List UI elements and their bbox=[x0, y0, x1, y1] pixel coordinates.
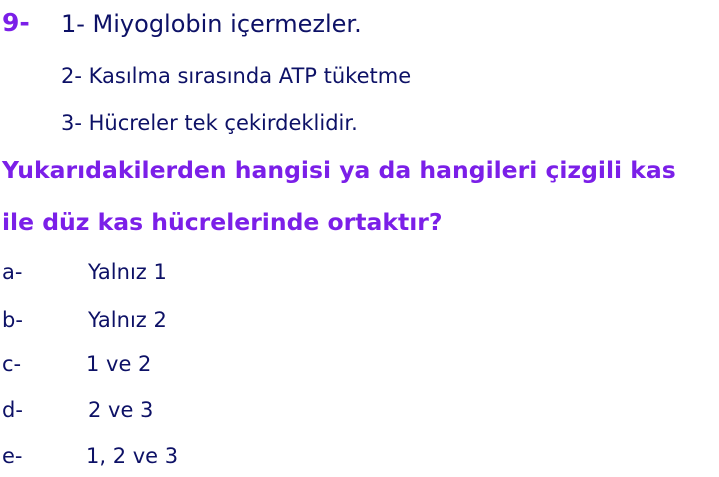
question-number: 9- bbox=[2, 8, 30, 37]
statement-1: 1- Miyoglobin içermezler. bbox=[61, 10, 362, 38]
question-prompt-line-1: Yukarıdakilerden hangisi ya da hangileri çizgili kas bbox=[2, 156, 676, 184]
statement-3: 3- Hücreler tek çekirdeklidir. bbox=[61, 111, 358, 135]
option-e-text: 1, 2 ve 3 bbox=[86, 444, 179, 468]
option-a-letter: a- bbox=[2, 260, 23, 284]
option-b-text: Yalnız 2 bbox=[88, 308, 167, 332]
question-prompt-line-2: ile düz kas hücrelerinde ortaktır? bbox=[2, 208, 443, 236]
statement-2: 2- Kasılma sırasında ATP tüketme bbox=[61, 64, 412, 88]
option-d-letter: d- bbox=[2, 398, 23, 422]
option-d-text: 2 ve 3 bbox=[88, 398, 154, 422]
option-b-letter: b- bbox=[2, 308, 23, 332]
option-c-letter: c- bbox=[2, 352, 22, 376]
option-c-text: 1 ve 2 bbox=[86, 352, 152, 376]
option-e-letter: e- bbox=[2, 444, 23, 468]
option-a-text: Yalnız 1 bbox=[88, 260, 167, 284]
